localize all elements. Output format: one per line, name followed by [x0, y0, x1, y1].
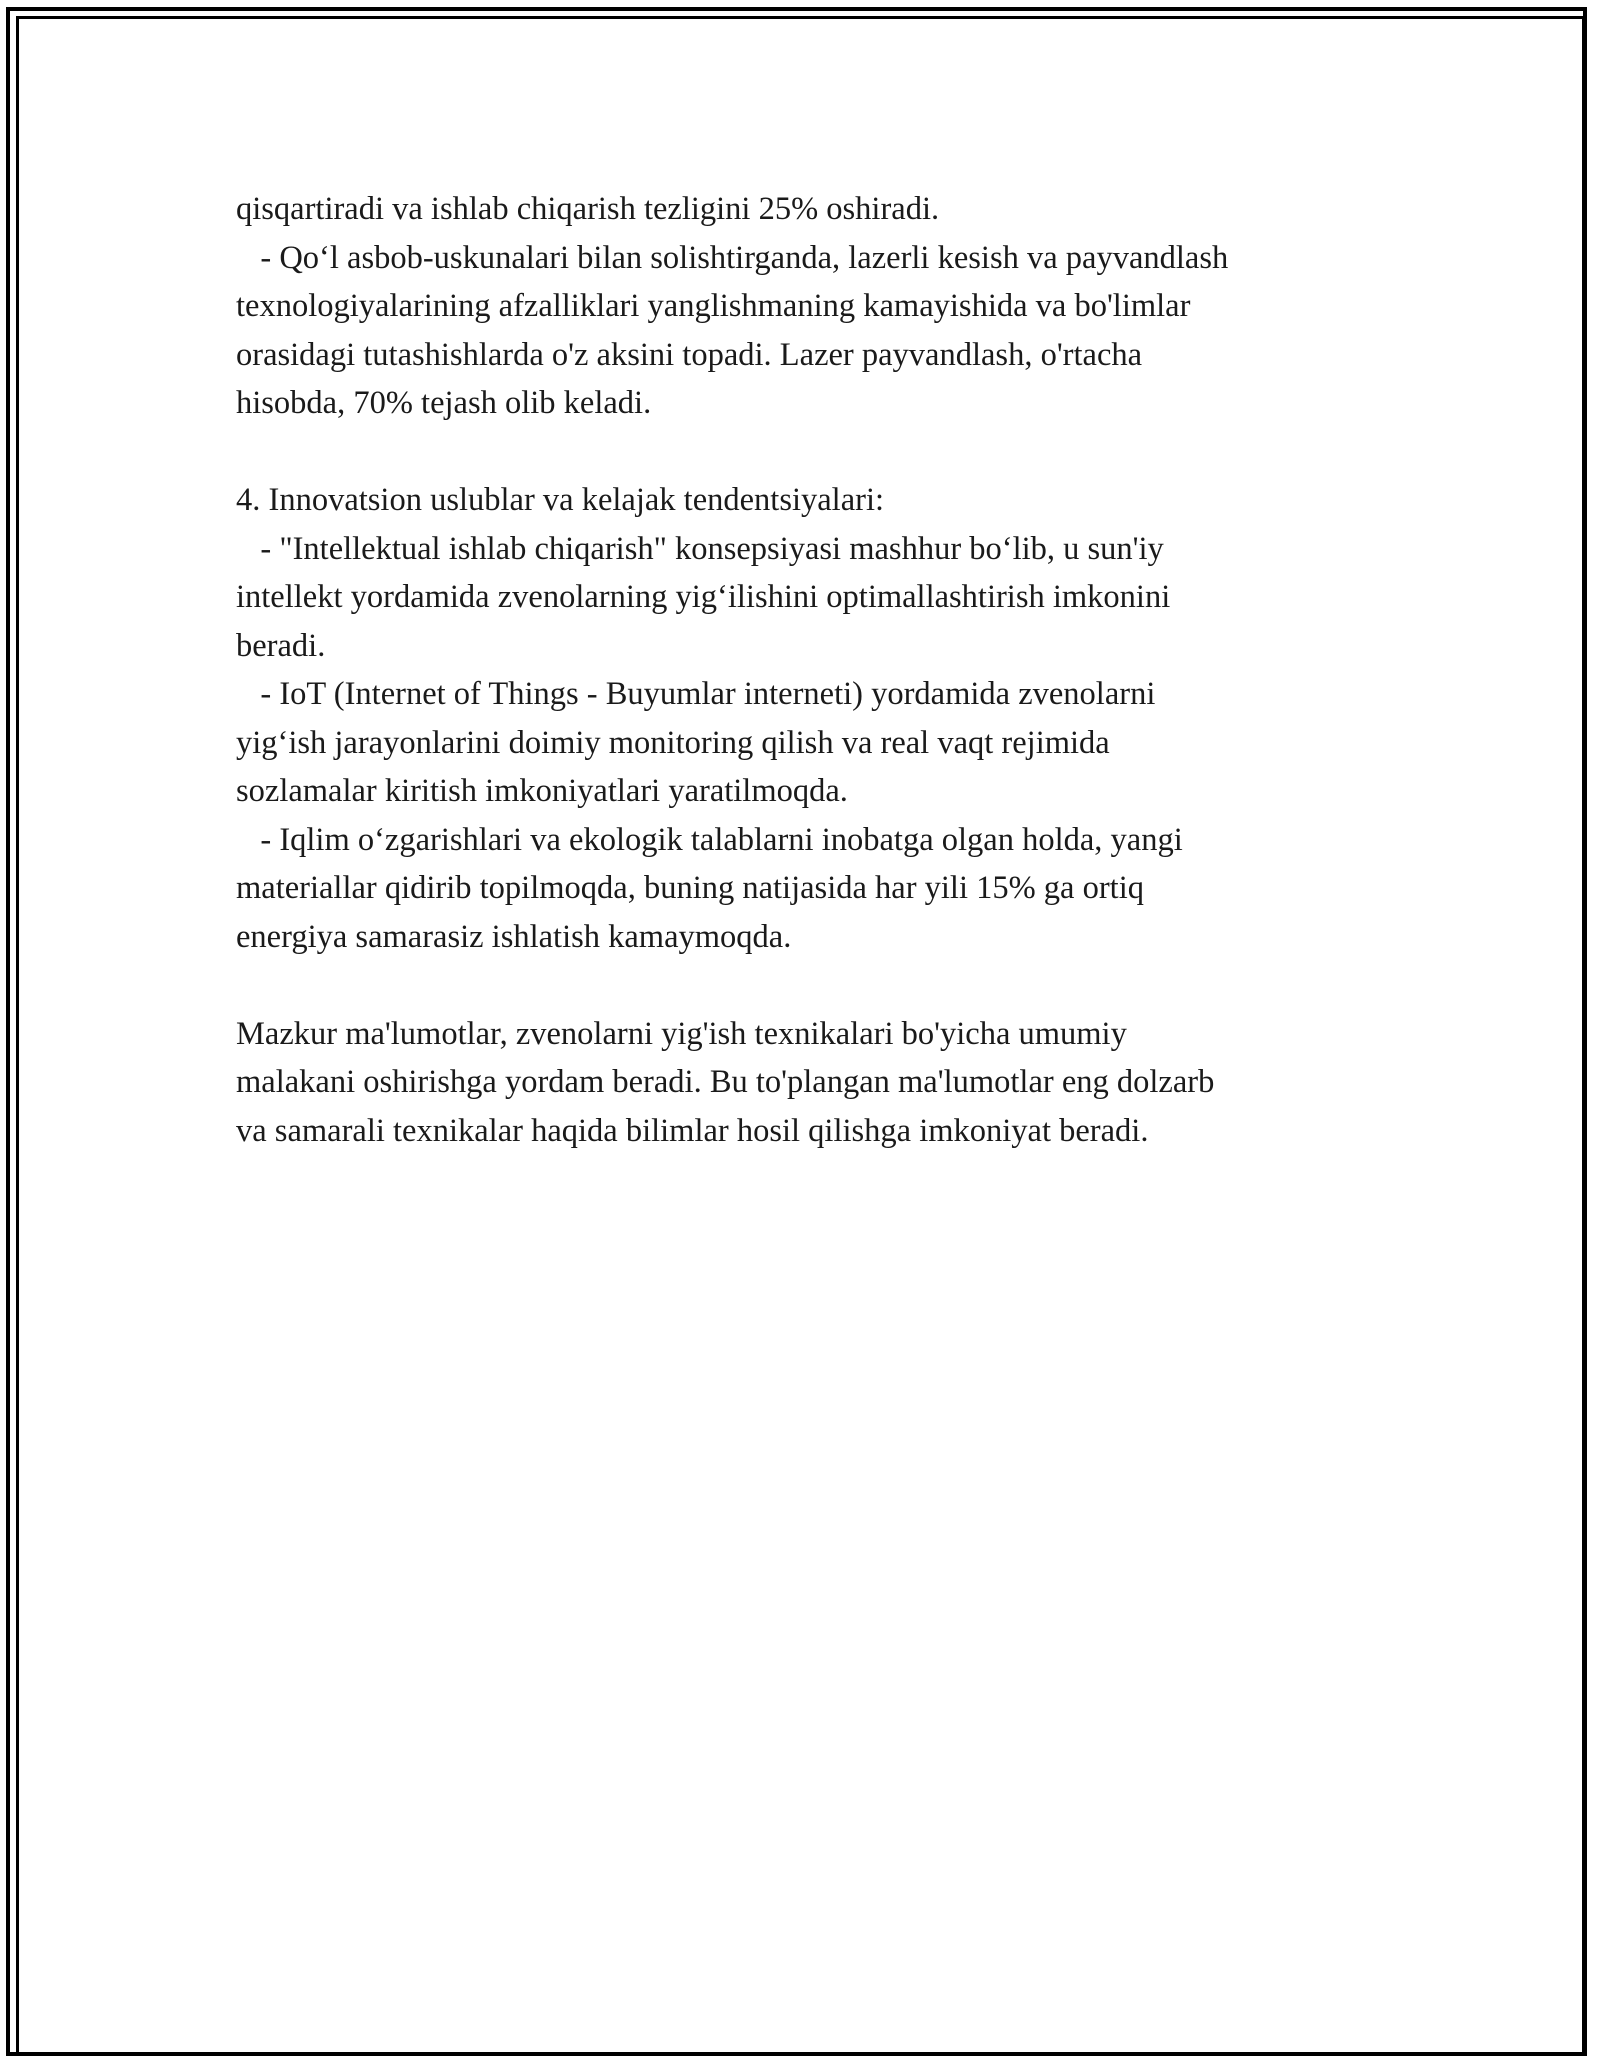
section-heading: 4. Innovatsion uslublar va kelajak tendentsiyalari: — [236, 482, 885, 518]
blank-line — [236, 428, 1396, 477]
text-line: beradi. — [236, 627, 326, 664]
document-body — [236, 185, 1396, 1155]
text-line: hisobda, 70% tejash olib keladi. — [236, 385, 652, 421]
text-line: Mazkur ma'lumotlar, zvenolarni yig'ish texnikalari bo'yicha umumiy — [236, 1015, 1127, 1052]
text-line: materiallar qidirib topilmoqda, buning natijasida har yili 15% ga ortiq — [236, 870, 1144, 906]
text-line: yig‘ish jarayonlarini doimiy monitoring qilish va real vaqt rejimida — [236, 724, 1110, 761]
paragraph-block-2 — [236, 476, 1396, 961]
text-line: - Qo‘l asbob-uskunalari bilan solishtirganda, lazerli kesish va payvandlash — [236, 239, 1229, 276]
paragraph-block-3 — [236, 1010, 1396, 1156]
text-line: qisqartiradi va ishlab chiqarish tezligini 25% oshiradi. — [236, 191, 940, 227]
text-line: texnologiyalarining afzalliklari yanglishmaning kamayishida va bo'limlar — [236, 288, 1191, 324]
text-line: sozlamalar kiritish imkoniyatlari yaratilmoqda. — [236, 773, 848, 809]
blank-line — [236, 961, 1396, 1010]
text-line: energiya samarasiz ishlatish kamaymoqda. — [236, 918, 792, 955]
text-line: va samarali texnikalar haqida bilimlar hosil qilishga imkoniyat beradi. — [236, 1112, 1149, 1149]
text-line: - "Intellektual ishlab chiqarish" konsepsiyasi mashhur bo‘lib, u sun'iy — [236, 530, 1164, 567]
text-line: orasidagi tutashishlarda o'z aksini topadi. Lazer payvandlash, o'rtacha — [236, 336, 1143, 373]
text-line: intellekt yordamida zvenolarning yig‘ilishini optimallashtirish imkonini — [236, 579, 1171, 615]
paragraph-block-1 — [236, 185, 1396, 428]
text-line: malakani oshirishga yordam beradi. Bu to'plangan ma'lumotlar eng dolzarb — [236, 1064, 1215, 1100]
text-line: - IoT (Internet of Things - Buyumlar interneti) yordamida zvenolarni — [236, 676, 1156, 712]
text-line: - Iqlim o‘zgarishlari va ekologik talablarni inobatga olgan holda, yangi — [236, 821, 1183, 858]
